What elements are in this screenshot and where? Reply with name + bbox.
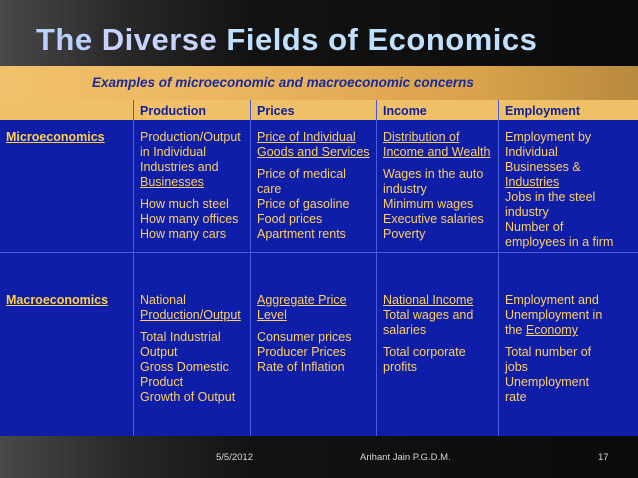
cell-line: Aggregate Price bbox=[257, 293, 347, 307]
cell-line: industry bbox=[383, 182, 427, 196]
cell-line: Employment and bbox=[505, 293, 599, 307]
cell-line: National bbox=[140, 293, 186, 307]
cell-line: Employment by bbox=[505, 130, 592, 144]
cell-line: Businesses bbox=[140, 175, 204, 189]
table-caption: Examples of microeconomic and macroeconomic concerns bbox=[92, 75, 474, 90]
cell-line: Total wages and bbox=[383, 308, 474, 322]
cell-line: Apartment rents bbox=[257, 227, 346, 241]
cell-line: employees in a firm bbox=[505, 235, 614, 249]
cell-line: How many cars bbox=[140, 227, 227, 241]
cell-line: Production/Output bbox=[140, 308, 241, 322]
cell-line bbox=[505, 323, 602, 338]
cell-line: Product bbox=[140, 375, 184, 389]
concerns-table bbox=[0, 66, 638, 436]
row-divider bbox=[0, 252, 638, 253]
macro-income-cell bbox=[383, 293, 473, 375]
cell-line: Producer Prices bbox=[257, 345, 346, 359]
cell-line: Industries bbox=[505, 175, 560, 189]
cell-line: salaries bbox=[383, 323, 427, 337]
cell-line: Jobs in the steel bbox=[505, 190, 596, 204]
title-word-1: The bbox=[36, 22, 93, 57]
cell-line: Unemployment in bbox=[505, 308, 603, 322]
column-divider bbox=[498, 100, 499, 436]
micro-employment-cell bbox=[505, 130, 613, 250]
title-word-2: Diverse bbox=[101, 22, 218, 57]
footer-author: Arihant Jain P.G.D.M. bbox=[360, 452, 451, 463]
row-label-macroeconomics: Macroeconomics bbox=[6, 293, 109, 307]
cell-line: Price of medical bbox=[257, 167, 346, 181]
cell-line: Total corporate bbox=[383, 345, 466, 359]
cell-line: Industries and bbox=[140, 160, 219, 174]
column-divider bbox=[376, 100, 377, 436]
cell-line: Number of bbox=[505, 220, 564, 234]
cell-line: Businesses & bbox=[505, 160, 581, 174]
cell-line: Unemployment bbox=[505, 375, 590, 389]
cell-line: Production/Output bbox=[140, 130, 241, 144]
cell-line: profits bbox=[383, 360, 418, 374]
cell-line: Total Industrial bbox=[140, 330, 221, 344]
cell-line: Consumer prices bbox=[257, 330, 352, 344]
cell-line: Rate of Inflation bbox=[257, 360, 345, 374]
cell-line: Distribution of bbox=[383, 130, 460, 144]
cell-line: How much steel bbox=[140, 197, 229, 211]
cell-line: rate bbox=[505, 390, 527, 404]
cell-line: Output bbox=[140, 345, 178, 359]
cell-line: How many offices bbox=[140, 212, 239, 226]
cell-line: Total number of bbox=[505, 345, 592, 359]
cell-line: care bbox=[257, 182, 282, 196]
header-prices: Prices bbox=[257, 104, 295, 118]
cell-line: Food prices bbox=[257, 212, 323, 226]
cell-line: jobs bbox=[505, 360, 528, 374]
column-divider bbox=[133, 100, 134, 436]
cell-text: Economy bbox=[525, 323, 578, 337]
header-production: Production bbox=[140, 104, 206, 118]
cell-line: Growth of Output bbox=[140, 390, 236, 404]
column-divider bbox=[250, 100, 251, 436]
cell-line: Wages in the auto bbox=[383, 167, 484, 181]
cell-line: Individual bbox=[505, 145, 558, 159]
cell-line: industry bbox=[505, 205, 549, 219]
title-word-3: Fields of Economics bbox=[226, 22, 538, 57]
cell-line: Poverty bbox=[383, 227, 426, 241]
header-income: Income bbox=[383, 104, 427, 118]
header-employment: Employment bbox=[505, 104, 581, 118]
footer-date: 5/5/2012 bbox=[216, 452, 253, 463]
cell-line: Price of Individual bbox=[257, 130, 356, 144]
footer-page-number: 17 bbox=[598, 452, 609, 463]
cell-line: Goods and Services bbox=[257, 145, 370, 159]
micro-production-cell bbox=[140, 130, 241, 242]
micro-prices-cell bbox=[257, 130, 370, 242]
macro-employment-cell bbox=[505, 293, 602, 405]
cell-line: Income and Wealth bbox=[383, 145, 491, 159]
row-label-microeconomics: Microeconomics bbox=[6, 130, 105, 144]
cell-line: Minimum wages bbox=[383, 197, 474, 211]
macro-prices-cell bbox=[257, 293, 351, 375]
cell-line: Price of gasoline bbox=[257, 197, 350, 211]
cell-line: National Income bbox=[383, 293, 474, 307]
slide-title bbox=[36, 22, 537, 58]
macro-production-cell bbox=[140, 293, 241, 405]
cell-text: the bbox=[505, 323, 526, 337]
cell-line: Gross Domestic bbox=[140, 360, 229, 374]
cell-line: in Individual bbox=[140, 145, 207, 159]
cell-line: Level bbox=[257, 308, 287, 322]
cell-line: Executive salaries bbox=[383, 212, 484, 226]
micro-income-cell bbox=[383, 130, 490, 242]
